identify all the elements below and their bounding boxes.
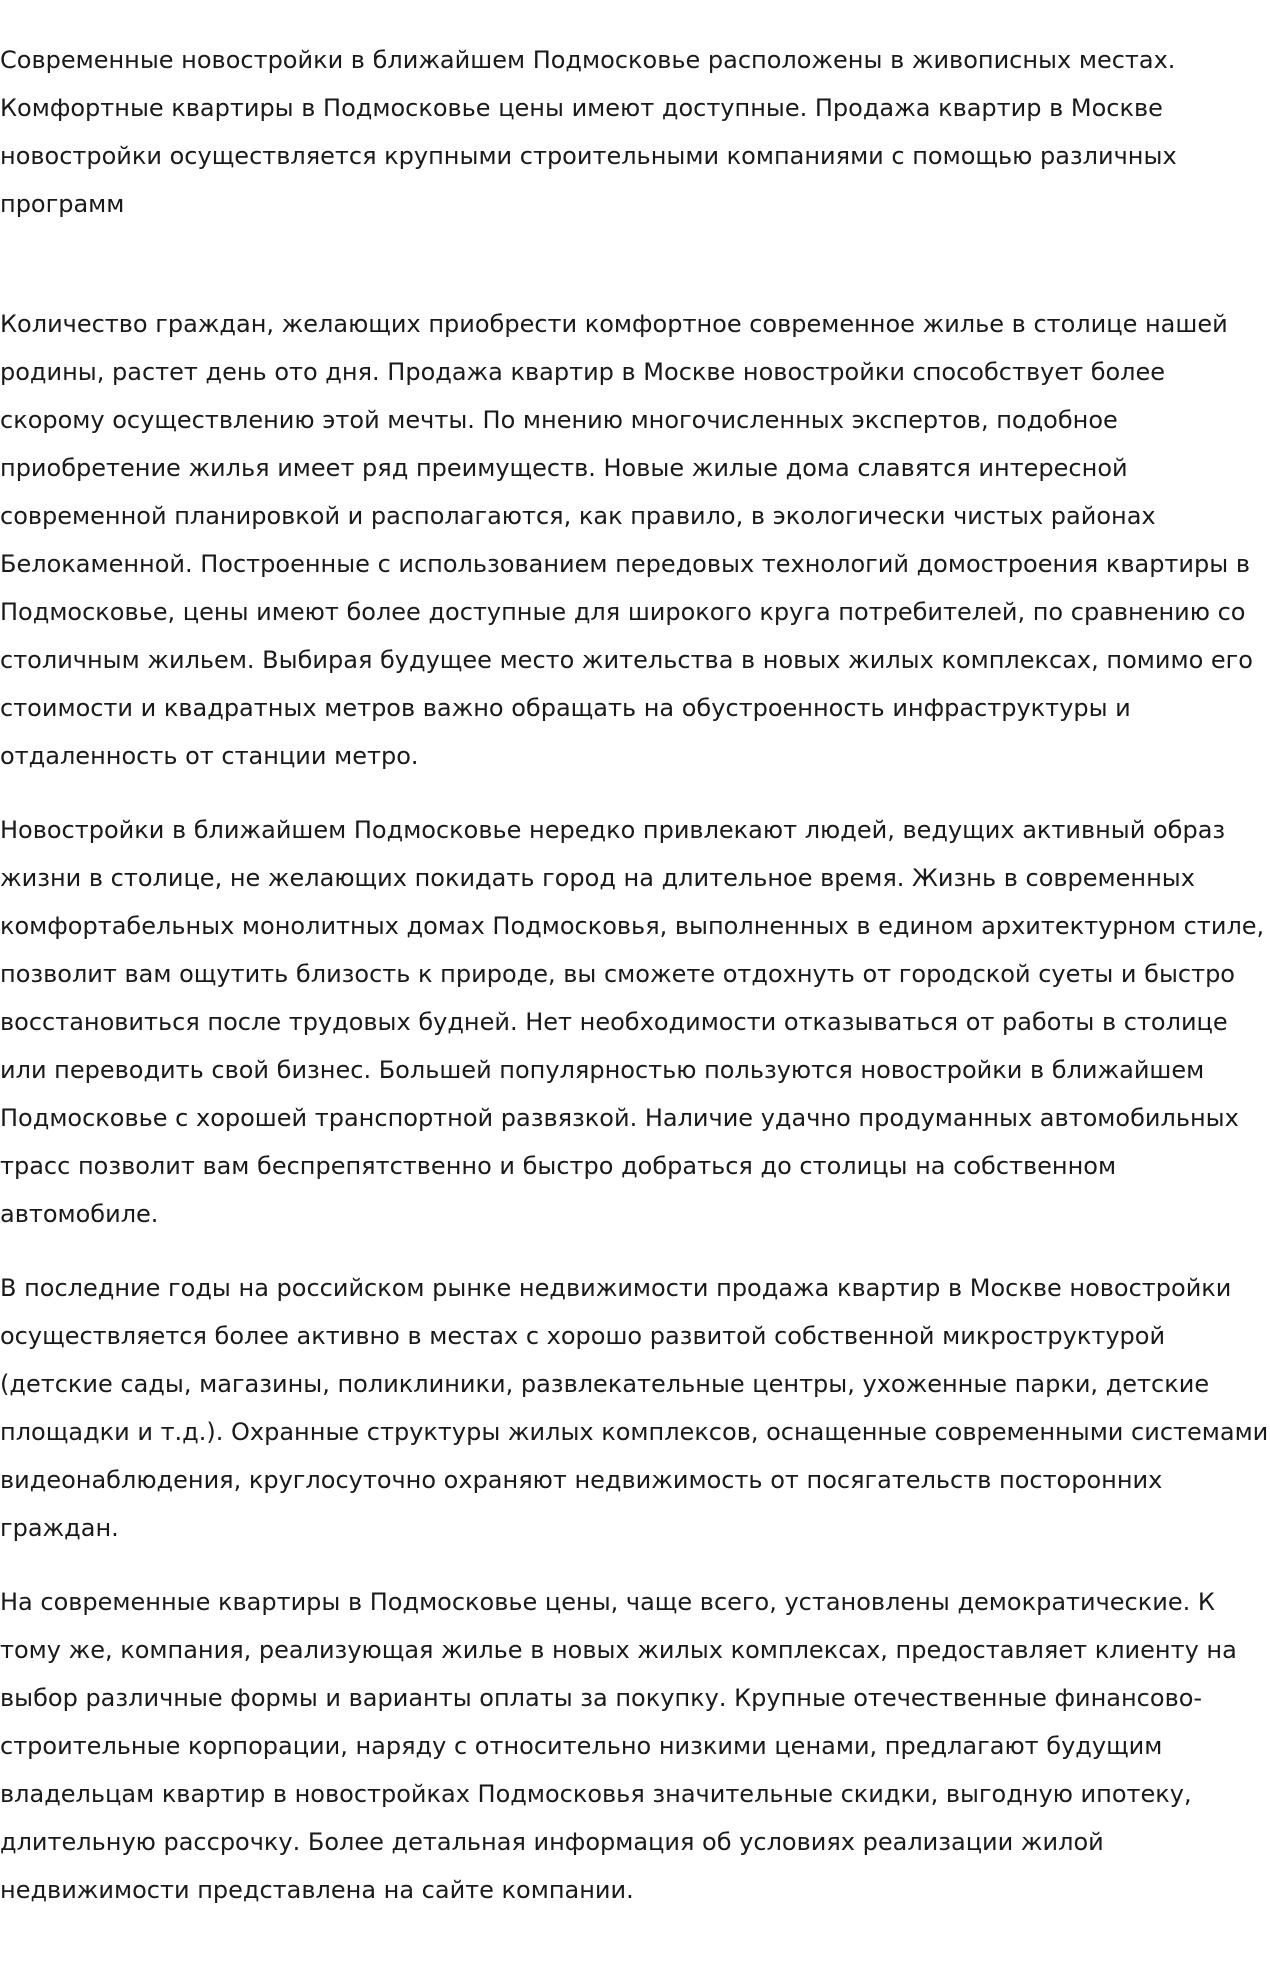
intro-paragraph: Современные новостройки в ближайшем Подмосковье расположены в живописных местах. Комфортные квартиры в Подмосковье цены имеют доступные. Продажа квартир в Москве новостройки осуществляется крупными строительными компаниями с помощью различных программ: [0, 46, 1177, 218]
article-body: [0, 36, 1270, 1940]
paragraph-infrastructure: В последние годы на российском рынке недвижимости продажа квартир в Москве новостройки осуществляется более активно в местах с хорошо развитой собственной микроструктурой (детские сады, магазины, поликлиники, развлекательные центры, ухоженные парки, детские площадки и т.д.). Охранные структуры жилых комплексов, оснащенные современными системами видеонаблюдения, круглосуточно охраняют недвижимость от посягательств посторонних граждан.: [0, 1274, 1269, 1542]
paragraph-demand: Количество граждан, желающих приобрести комфортное современное жилье в столице нашей родины, растет день ото дня. Продажа квартир в Москве новостройки способствует более скорому осуществлению этой мечты. По мнению многочисленных экспертов, подобное приобретение жилья имеет ряд преимуществ. Новые жилые дома славятся интересной современной планировкой и располагаются, как правило, в экологически чистых районах Белокаменной. Построенные с использованием передовых технологий домостроения квартиры в Подмосковье, цены имеют более доступные для широкого круга потребителей, по сравнению со столичным жильем. Выбирая будущее место жительства в новых жилых комплексах, помимо его стоимости и квадратных метров важно обращать на обустроенность инфраструктуры и отдаленность от станции метро.: [0, 310, 1253, 770]
paragraph-near-suburbs: Новостройки в ближайшем Подмосковье нередко привлекают людей, ведущих активный образ жизни в столице, не желающих покидать город на длительное время. Жизнь в современных комфортабельных монолитных домах Подмосковья, выполненных в едином архитектурном стиле, позволит вам ощутить близость к природе, вы сможете отдохнуть от городской суеты и быстро восстановиться после трудовых будней. Нет необходимости отказываться от работы в столице или переводить свой бизнес. Большей популярностью пользуются новостройки в ближайшем Подмосковье с хорошей транспортной развязкой. Наличие удачно продуманных автомобильных трасс позволит вам беспрепятственно и быстро добраться до столицы на собственном автомобиле.: [0, 816, 1265, 1228]
paragraph-prices: На современные квартиры в Подмосковье цены, чаще всего, установлены демократические. К тому же, компания, реализующая жилье в новых жилых комплексах, предоставляет клиенту на выбор различные формы и варианты оплаты за покупку. Крупные отечественные финансово-строительные корпорации, наряду с относительно низкими ценами, предлагают будущим владельцам квартир в новостройках Подмосковья значительные скидки, выгодную ипотеку, длительную рассрочку. Более детальная информация об условиях реализации жилой недвижимости представлена на сайте компании.: [0, 1588, 1237, 1904]
